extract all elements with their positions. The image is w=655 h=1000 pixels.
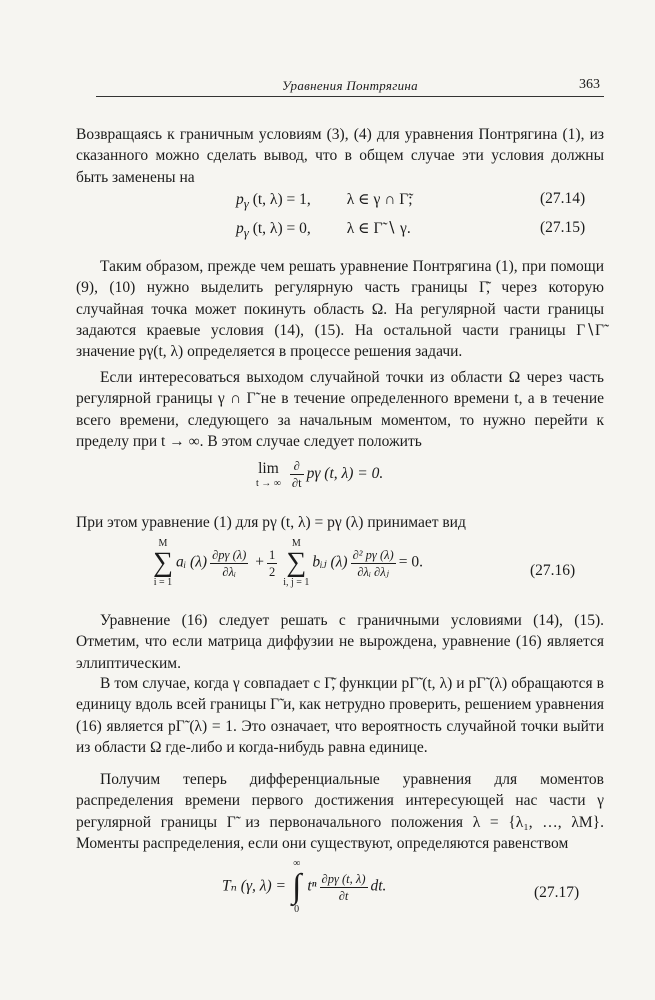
paragraph-regular-boundary: Таким образом, прежде чем решать уравнение Понтрягина (1), при помощи (9), (10) нужно выделить регулярную часть границы Γ̃, через которую случайная точка может покинуть область Ω. На регулярной части границы задаются краевые условия (14), (15). На остальной части границы Γ∖Γ̃ значение pγ(t, λ) определяется в процессе решения задачи. — [76, 258, 604, 361]
paragraph-moments: Получим теперь дифференциальные уравнения для моментов распределения времени первого достижения интересующей нас части γ регулярной границы Γ̃ из первоначального положения λ = {λ₁, …, λM}. Моменты распределения, если они существуют, определяются равенством — [76, 771, 604, 852]
paragraph-elliptic: Уравнение (16) следует решать с граничными условиями (14), (15). Отметим, что если матрица диффузии не вырождена, уравнение (16) является эллиптическим. — [76, 612, 604, 672]
equation-number-27-15: (27.15) — [540, 219, 586, 236]
limit-operator: lim t → ∞ — [256, 460, 281, 489]
equation-27-17: Tₙ (γ, λ) = ∞ ∫ 0 tⁿ $\frac{\partial p\gamma (t, \lambda)}{\partial t}$ dt. — [222, 858, 387, 915]
running-title: Уравнения Понтрягина — [282, 78, 418, 93]
equation-limit: lim t → ∞ $\frac{\partial}{\partial t}$ pγ (t, λ) = 0. — [256, 459, 384, 490]
running-header — [96, 74, 604, 97]
page-number: 363 — [579, 77, 600, 92]
equation-27-15: $p_\gamma$ (t, λ) = 0, λ ∈ Γ̃ ∖ γ. — [236, 220, 411, 241]
half-fraction: $\frac{1}{2}$ — [268, 547, 276, 579]
equation-27-16: M ∑ i = 1 aᵢ (λ) $\frac{\partial p\gamma (\lambda)}{\text{∂λᵢ}}$ + $\frac{1}{2}$ M ∑ i, j = 1 bᵢⱼ (λ) $\frac{\text{∂² pγ (λ)}}{\text{∂λᵢ ∂λⱼ}}$ = 0. — [153, 538, 423, 588]
diffusion-fraction: $\frac{\text{∂² pγ (λ)}}{\text{∂λᵢ ∂λⱼ}}$ — [352, 547, 394, 579]
paragraph-unit-probability: В том случае, когда γ совпадает с Γ̃, функции pΓ̃ (t, λ) и pΓ̃ (λ) обращаются в единицу вдоль всей границы Γ̃ и, как нетрудно проверить, решением уравнения (16) является pΓ̃ (λ) = 1. Это означает, что вероятность случайной точки выйти из области Ω где-либо и когда-нибудь равна единице. — [76, 675, 604, 756]
paragraph-limit: Если интересоваться выходом случайной точки из области Ω через часть регулярной границы γ ∩ Γ̃ не в течение определенного времени t, а в течение всего времени, следующего за начальным моментом, то нужно перейти к пределу при t → ∞. В этом случае следует положить — [76, 369, 604, 450]
partial-t-fraction: $\frac{\partial}{\partial t}$ — [291, 459, 302, 490]
paragraph-boundary-conditions: Возвращаясь к граничным условиям (3), (4) для уравнения Понтрягина (1), из сказанного можно сделать вывод, что в общем случае эти условия должны быть заменены на — [76, 126, 604, 186]
time-derivative-fraction: $\frac{\partial p\gamma (t, \lambda)}{\partial t}$ — [321, 871, 366, 903]
equation-27-14: $p_\gamma$ (t, λ) = 1, λ ∈ γ ∩ Γ̃; — [236, 191, 413, 212]
equation-number-27-14: (27.14) — [540, 190, 586, 207]
equation-number-27-16: (27.16) — [530, 562, 576, 579]
integral-operator: ∞ ∫ 0 — [292, 858, 302, 915]
drift-fraction: $\frac{\partial p\gamma (\lambda)}{\text{∂λᵢ}}$ — [212, 547, 247, 579]
sum-operator-1: M ∑ i = 1 — [153, 538, 173, 588]
sum-operator-2: M ∑ i, j = 1 — [283, 538, 310, 588]
equation-number-27-17: (27.17) — [534, 884, 580, 901]
paragraph-stationary: При этом уравнение (1) для pγ (t, λ) = pγ (λ) принимает вид — [76, 514, 466, 531]
